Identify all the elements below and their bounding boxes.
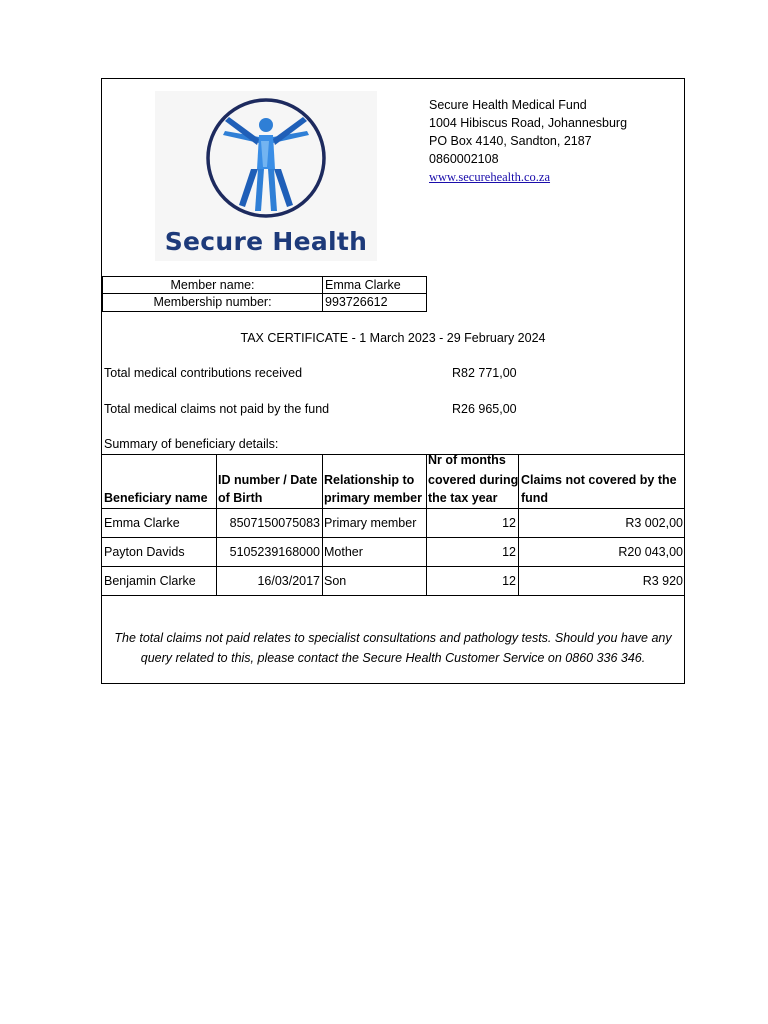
member-name-label: Member name: bbox=[102, 276, 323, 294]
table-col-border bbox=[426, 454, 427, 595]
table-col-border bbox=[322, 454, 323, 595]
membership-number-label: Membership number: bbox=[102, 293, 323, 312]
row-claims: R3 920 bbox=[642, 574, 683, 588]
contributions-label: Total medical contributions received bbox=[104, 366, 303, 380]
table-row-border bbox=[102, 537, 685, 538]
header-id-line1: ID number / Date bbox=[218, 473, 318, 487]
header-id-line2: of Birth bbox=[218, 491, 263, 505]
fund-name: Secure Health Medical Fund bbox=[429, 98, 587, 112]
header-claims-line2: fund bbox=[521, 491, 549, 505]
table-top-border bbox=[102, 454, 685, 455]
row-name: Benjamin Clarke bbox=[104, 574, 196, 588]
contributions-value: R82 771,00 bbox=[452, 366, 517, 380]
logo-text: Secure Health bbox=[164, 227, 368, 256]
membership-number-value: 993726612 bbox=[322, 293, 427, 312]
row-relationship: Son bbox=[324, 574, 347, 588]
fund-po-box: PO Box 4140, Sandton, 2187 bbox=[429, 134, 592, 148]
header-relationship-line2: primary member bbox=[324, 491, 422, 505]
row-claims: R20 043,00 bbox=[618, 545, 683, 559]
row-name: Payton Davids bbox=[104, 545, 185, 559]
row-months: 12 bbox=[502, 574, 516, 588]
row-months: 12 bbox=[502, 516, 516, 530]
claims-label: Total medical claims not paid by the fund bbox=[104, 402, 330, 416]
header-months-line2: covered during bbox=[428, 473, 519, 487]
table-col-border bbox=[216, 454, 217, 595]
website-link[interactable]: www.securehealth.co.za bbox=[429, 170, 551, 184]
row-relationship: Mother bbox=[324, 545, 363, 559]
header-claims-line1: Claims not covered by the bbox=[521, 473, 677, 487]
table-header-border bbox=[102, 508, 685, 509]
table-bottom-border bbox=[102, 595, 685, 596]
row-name: Emma Clarke bbox=[104, 516, 180, 530]
member-name-value: Emma Clarke bbox=[322, 276, 427, 294]
row-claims: R3 002,00 bbox=[625, 516, 683, 530]
note-line1: The total claims not paid relates to specialist consultations and pathology tests. Should you have any bbox=[114, 631, 672, 645]
row-relationship: Primary member bbox=[324, 516, 417, 530]
secure-health-logo bbox=[155, 91, 377, 261]
claims-note bbox=[102, 628, 684, 668]
fund-street: 1004 Hibiscus Road, Johannesburg bbox=[429, 116, 628, 130]
header-relationship-line1: Relationship to bbox=[324, 473, 415, 487]
row-months: 12 bbox=[502, 545, 516, 559]
vitruvian-figure-icon bbox=[155, 91, 377, 231]
table-row-border bbox=[102, 566, 685, 567]
header-beneficiary-name: Beneficiary name bbox=[104, 491, 208, 505]
certificate-title: TAX CERTIFICATE - 1 March 2023 - 29 February 2024 bbox=[240, 331, 546, 345]
header-months-line1: Nr of months bbox=[428, 453, 506, 467]
claims-value: R26 965,00 bbox=[452, 402, 517, 416]
row-id: 8507150075083 bbox=[229, 516, 320, 530]
row-id: 16/03/2017 bbox=[257, 574, 320, 588]
header-months-line3: the tax year bbox=[428, 491, 498, 505]
summary-label: Summary of beneficiary details: bbox=[104, 437, 279, 451]
note-line2: query related to this, please contact the Secure Health Customer Service on 0860 336 346. bbox=[140, 651, 646, 665]
fund-phone: 0860002108 bbox=[429, 152, 499, 166]
row-id: 5105239168000 bbox=[229, 545, 320, 559]
